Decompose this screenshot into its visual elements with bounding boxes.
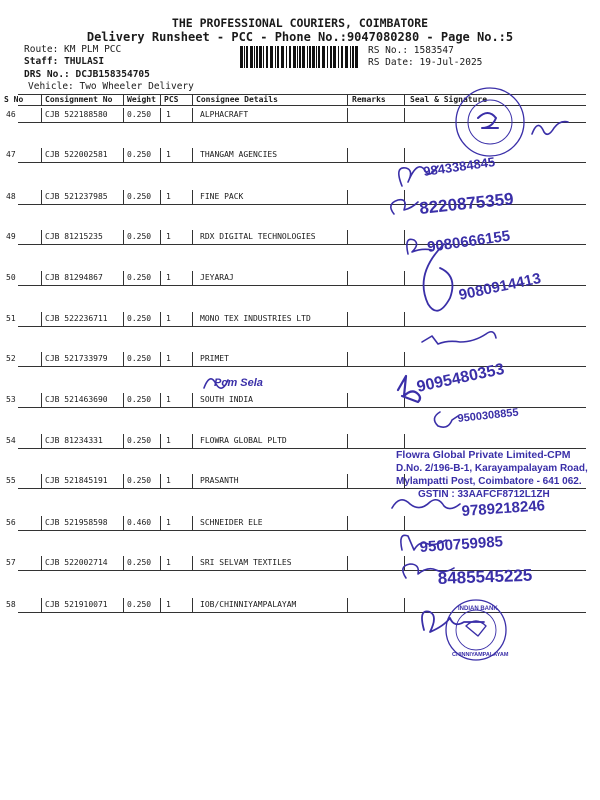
col-header-consignment: Consignment No — [45, 95, 113, 104]
row-rule — [18, 162, 586, 163]
table-top-rule — [18, 94, 586, 95]
col-header-sno: S No — [4, 95, 24, 104]
cell-consignment: CJB 521910071 — [45, 600, 108, 609]
phone-57: 8485545225 — [437, 565, 533, 588]
cell-consignment: CJB 521845191 — [45, 476, 108, 485]
col-divider — [41, 352, 42, 366]
cell-pcs: 1 — [166, 395, 171, 404]
cell-consignment: CJB 521958598 — [45, 518, 108, 527]
col-divider — [123, 598, 124, 612]
col-divider — [404, 393, 405, 407]
table-row — [0, 395, 600, 411]
drs-label: DRS No.: — [24, 69, 70, 80]
col-divider — [41, 190, 42, 204]
runsheet-subtitle: Delivery Runsheet - PCC - Phone No.:9047080280 - Page No.:5 — [86, 30, 514, 44]
col-divider — [160, 352, 161, 366]
cell-consignee: FLOWRA GLOBAL PLTD — [200, 436, 287, 445]
cell-weight: 0.250 — [127, 232, 152, 241]
col-divider — [160, 393, 161, 407]
cell-pcs: 1 — [166, 150, 171, 159]
flowra-stamp-line4: GSTIN : 33AAFCF8712L1ZH — [418, 489, 550, 500]
flowra-stamp-line1: Flowra Global Private Limited-CPM — [396, 449, 571, 461]
phone-53: 9095480353 — [415, 360, 506, 396]
cell-consignment: CJB 521733979 — [45, 354, 108, 363]
row-rule — [18, 488, 586, 489]
document-title: THE PROFESSIONAL COURIERS, COIMBATORE — [171, 16, 429, 30]
cell-consignee: ALPHACRAFT — [200, 110, 249, 119]
col-divider — [347, 556, 348, 570]
drs-number: DCJB158354705 — [75, 69, 150, 80]
route-label: Route: KM PLM PCC — [24, 44, 122, 55]
cell-weight: 0.250 — [127, 558, 152, 567]
col-divider — [41, 556, 42, 570]
col-divider — [123, 352, 124, 366]
cell-weight: 0.250 — [127, 476, 152, 485]
row-rule — [18, 570, 586, 571]
cell-consignee: SRI SELVAM TEXTILES — [200, 558, 292, 567]
cell-consignee: FINE PACK — [200, 192, 244, 201]
cell-consignee: THANGAM AGENCIES — [200, 150, 278, 159]
table-row — [0, 600, 600, 616]
cell-consignee: RDX DIGITAL TECHNOLOGIES — [200, 232, 316, 241]
cell-consignment: CJB 521237985 — [45, 192, 108, 201]
col-divider — [347, 148, 348, 162]
cell-consignment: CJB 522002714 — [45, 558, 108, 567]
col-divider — [192, 598, 193, 612]
col-divider — [160, 598, 161, 612]
row-rule — [18, 326, 586, 327]
row-rule — [18, 122, 586, 123]
cell-sno: 54 — [6, 436, 16, 445]
table-row — [0, 518, 600, 534]
col-divider — [347, 95, 348, 105]
col-divider — [192, 95, 193, 105]
col-divider — [404, 598, 405, 612]
col-divider — [404, 434, 405, 448]
cell-consignment: CJB 81215235 — [45, 232, 103, 241]
col-divider — [347, 190, 348, 204]
cell-weight: 0.250 — [127, 395, 152, 404]
signature-55-icon — [392, 500, 460, 509]
cell-weight: 0.250 — [127, 150, 152, 159]
col-divider — [123, 230, 124, 244]
cell-pcs: 1 — [166, 476, 171, 485]
col-divider — [41, 148, 42, 162]
table-row — [0, 273, 600, 289]
table-row — [0, 558, 600, 574]
rs-number: RS No.: 1583547 — [368, 45, 454, 56]
cell-sno: 57 — [6, 558, 16, 567]
cell-consignee: SCHNEIDER ELE — [200, 518, 263, 527]
col-divider — [123, 393, 124, 407]
cell-sno: 53 — [6, 395, 16, 404]
col-divider — [404, 556, 405, 570]
cell-sno: 55 — [6, 476, 16, 485]
cell-sno: 48 — [6, 192, 16, 201]
table-row — [0, 436, 600, 452]
cell-consignee: JEYARAJ — [200, 273, 234, 282]
cell-weight: 0.250 — [127, 192, 152, 201]
row-rule — [18, 285, 586, 286]
col-divider — [347, 271, 348, 285]
row-rule — [18, 530, 586, 531]
signature-52-icon — [204, 379, 228, 388]
col-divider — [347, 598, 348, 612]
col-divider — [41, 108, 42, 122]
flowra-stamp-line2: D.No. 2/196-B-1, Karayampalayam Road, — [396, 463, 588, 474]
col-divider — [41, 474, 42, 488]
cell-weight: 0.460 — [127, 518, 152, 527]
rs-date: RS Date: 19-Jul-2025 — [368, 57, 483, 68]
cell-pcs: 1 — [166, 314, 171, 323]
cell-weight: 0.250 — [127, 600, 152, 609]
col-divider — [192, 108, 193, 122]
cell-sno: 58 — [6, 600, 16, 609]
col-divider — [160, 190, 161, 204]
row-rule — [18, 244, 586, 245]
col-divider — [404, 108, 405, 122]
col-divider — [41, 393, 42, 407]
drs-row — [24, 69, 150, 80]
cell-sno: 51 — [6, 314, 16, 323]
cell-consignee: SOUTH INDIA — [200, 395, 253, 404]
col-divider — [192, 393, 193, 407]
col-header-consignee: Consignee Details — [196, 95, 278, 104]
cell-pcs: 1 — [166, 558, 171, 567]
col-divider — [404, 516, 405, 530]
table-header-rule — [18, 105, 586, 106]
cell-sno: 47 — [6, 150, 16, 159]
cell-consignee: PRIMET — [200, 354, 229, 363]
col-divider — [123, 516, 124, 530]
col-divider — [404, 271, 405, 285]
col-header-seal: Seal & Signature — [410, 95, 488, 104]
cell-pcs: 1 — [166, 192, 171, 201]
cell-pcs: 1 — [166, 110, 171, 119]
cell-consignment: CJB 521463690 — [45, 395, 108, 404]
col-divider — [41, 434, 42, 448]
col-divider — [41, 230, 42, 244]
col-divider — [347, 434, 348, 448]
table-row — [0, 192, 600, 208]
col-divider — [123, 312, 124, 326]
signature-54-icon — [434, 412, 458, 427]
row-rule — [18, 204, 586, 205]
col-divider — [123, 474, 124, 488]
col-divider — [160, 556, 161, 570]
table-row — [0, 110, 600, 126]
col-divider — [347, 474, 348, 488]
col-divider — [41, 95, 42, 105]
col-header-weight: Weight — [127, 95, 156, 104]
cell-consignment: CJB 81294867 — [45, 273, 103, 282]
col-divider — [192, 148, 193, 162]
cell-consignment: CJB 522188580 — [45, 110, 108, 119]
cell-sno: 46 — [6, 110, 16, 119]
col-divider — [123, 434, 124, 448]
table-row — [0, 150, 600, 166]
col-divider — [192, 352, 193, 366]
flowra-stamp-line3: Mylampatti Post, Coimbatore - 641 062. — [396, 476, 582, 487]
cell-weight: 0.250 — [127, 110, 152, 119]
row-rule — [18, 407, 586, 408]
cell-pcs: 1 — [166, 232, 171, 241]
col-divider — [404, 95, 405, 105]
cell-consignment: CJB 81234331 — [45, 436, 103, 445]
col-divider — [160, 230, 161, 244]
bank-stamp-branch: CHINNIYAMPALAYAM — [452, 652, 509, 658]
cell-consignee: MONO TEX INDUSTRIES LTD — [200, 314, 311, 323]
row-rule — [18, 366, 586, 367]
col-divider — [123, 95, 124, 105]
signature-52-text: Pcm Sela — [214, 377, 263, 389]
cell-sno: 52 — [6, 354, 16, 363]
staff-label: Staff: — [24, 56, 59, 67]
col-divider — [160, 108, 161, 122]
cell-weight: 0.250 — [127, 314, 152, 323]
col-divider — [41, 598, 42, 612]
col-divider — [123, 556, 124, 570]
table-row — [0, 232, 600, 248]
col-divider — [41, 271, 42, 285]
col-divider — [404, 148, 405, 162]
phone-49: 9080666155 — [426, 227, 512, 256]
col-divider — [123, 190, 124, 204]
staff-row — [24, 56, 104, 67]
col-divider — [123, 148, 124, 162]
vehicle-label: Vehicle: Two Wheeler Delivery — [28, 81, 194, 92]
col-divider — [347, 352, 348, 366]
cell-consignee: PRASANTH — [200, 476, 239, 485]
col-divider — [160, 434, 161, 448]
col-divider — [404, 190, 405, 204]
col-divider — [192, 230, 193, 244]
table-row — [0, 476, 600, 492]
barcode-image — [240, 46, 358, 68]
col-divider — [41, 516, 42, 530]
col-divider — [347, 108, 348, 122]
col-divider — [404, 474, 405, 488]
cell-weight: 0.250 — [127, 436, 152, 445]
col-divider — [404, 352, 405, 366]
row-rule — [18, 612, 586, 613]
col-divider — [192, 516, 193, 530]
col-divider — [160, 271, 161, 285]
bank-stamp-name: INDIAN BANK — [458, 606, 498, 612]
signature-51-icon — [422, 332, 496, 344]
signature-56-icon — [401, 535, 446, 550]
cell-sno: 50 — [6, 273, 16, 282]
table-row — [0, 314, 600, 330]
cell-weight: 0.250 — [127, 354, 152, 363]
col-divider — [160, 312, 161, 326]
col-divider — [404, 312, 405, 326]
col-header-pcs: PCS — [164, 95, 179, 104]
table-row — [0, 354, 600, 370]
phone-56: 9500759985 — [419, 533, 504, 556]
cell-pcs: 1 — [166, 273, 171, 282]
cell-pcs: 1 — [166, 436, 171, 445]
col-divider — [160, 148, 161, 162]
col-divider — [192, 434, 193, 448]
col-divider — [347, 393, 348, 407]
col-divider — [41, 312, 42, 326]
cell-pcs: 1 — [166, 354, 171, 363]
col-divider — [192, 190, 193, 204]
col-divider — [192, 474, 193, 488]
cell-pcs: 1 — [166, 600, 171, 609]
cell-consignee: IOB/CHINNIYAMPALAYAM — [200, 600, 297, 609]
col-divider — [347, 312, 348, 326]
col-divider — [192, 556, 193, 570]
phone-53b: 9500308855 — [457, 406, 520, 425]
cell-sno: 56 — [6, 518, 16, 527]
col-divider — [123, 108, 124, 122]
col-divider — [160, 95, 161, 105]
cell-consignment: CJB 522236711 — [45, 314, 108, 323]
col-divider — [192, 312, 193, 326]
row-rule — [18, 448, 586, 449]
cell-weight: 0.250 — [127, 273, 152, 282]
cell-sno: 49 — [6, 232, 16, 241]
phone-47: 9843384845 — [422, 154, 497, 179]
cell-pcs: 1 — [166, 518, 171, 527]
col-header-remarks: Remarks — [352, 95, 386, 104]
phone-55: 9789218246 — [461, 497, 546, 520]
col-divider — [347, 516, 348, 530]
cell-consignment: CJB 522002581 — [45, 150, 108, 159]
col-divider — [192, 271, 193, 285]
col-divider — [123, 271, 124, 285]
col-divider — [404, 230, 405, 244]
phone-50: 9080914413 — [457, 269, 543, 304]
col-divider — [160, 516, 161, 530]
col-divider — [347, 230, 348, 244]
col-divider — [160, 474, 161, 488]
staff-name: THULASI — [64, 56, 105, 67]
phone-48: 8220875359 — [418, 189, 515, 218]
signature-47-icon — [399, 166, 438, 186]
